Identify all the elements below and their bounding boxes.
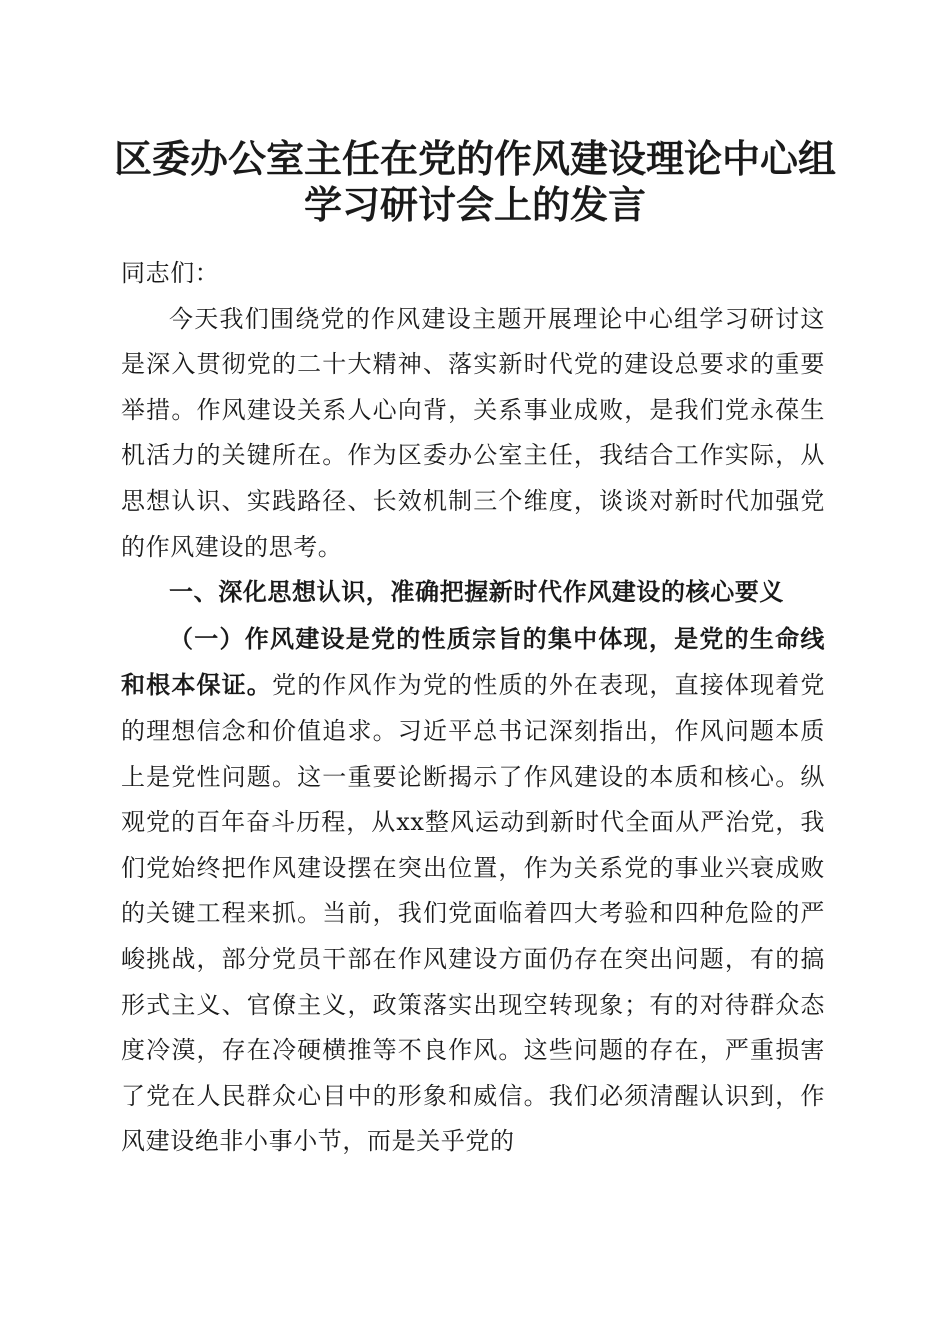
section-1-paragraph-1-lead: （一）作风建设是党的性质宗旨的集中体现，是党的生命线和根本保证。	[121, 623, 825, 700]
intro-paragraph: 今天我们围绕党的作风建设主题开展理论中心组学习研讨这是深入贯彻党的二十大精神、落实新时代党的建设总要求的重要举措。作风建设关系人心向背，关系事业成败，是我们党永葆生机活力的关键所在。作为区委办公室主任，我结合工作实际，从思想认识、实践路径、长效机制三个维度，谈谈对新时代加强党的作风建设的思考。	[121, 304, 825, 561]
salutation: 同志们：	[121, 259, 220, 287]
section-heading-1: 一、深化思想认识，准确把握新时代作风建设的核心要义	[169, 578, 784, 607]
section-1-paragraph-1-body: 党的作风作为党的性质的外在表现，直接体现着党的理想信念和价值追求。习近平总书记深刻指出，作风问题本质上是党性问题。这一重要论断揭示了作风建设的本质和核心。纵观党的百年奋斗历程，从xx整风运动到新时代全面从严治党，我们党始终把作风建设摆在突出位置，作为关系党的事业兴衰成败的关键工程来抓。当前，我们党面临着四大考验和四种危险的严峻挑战，部分党员干部在作风建设方面仍存在突出问题，有的搞形式主义、官僚主义，政策落实出现空转现象；有的对待群众态度冷漠，存在冷硬横推等不良作风。这些问题的存在，严重损害了党在人民群众心目中的形象和威信。我们必须清醒认识到，作风建设绝非小事小节，而是关乎党的	[121, 671, 825, 1156]
document-title: 区委办公室主任在党的作风建设理论中心组学习研讨会上的发言	[113, 136, 836, 227]
document-body	[121, 251, 825, 1165]
section-1-paragraph-1	[121, 616, 825, 1165]
